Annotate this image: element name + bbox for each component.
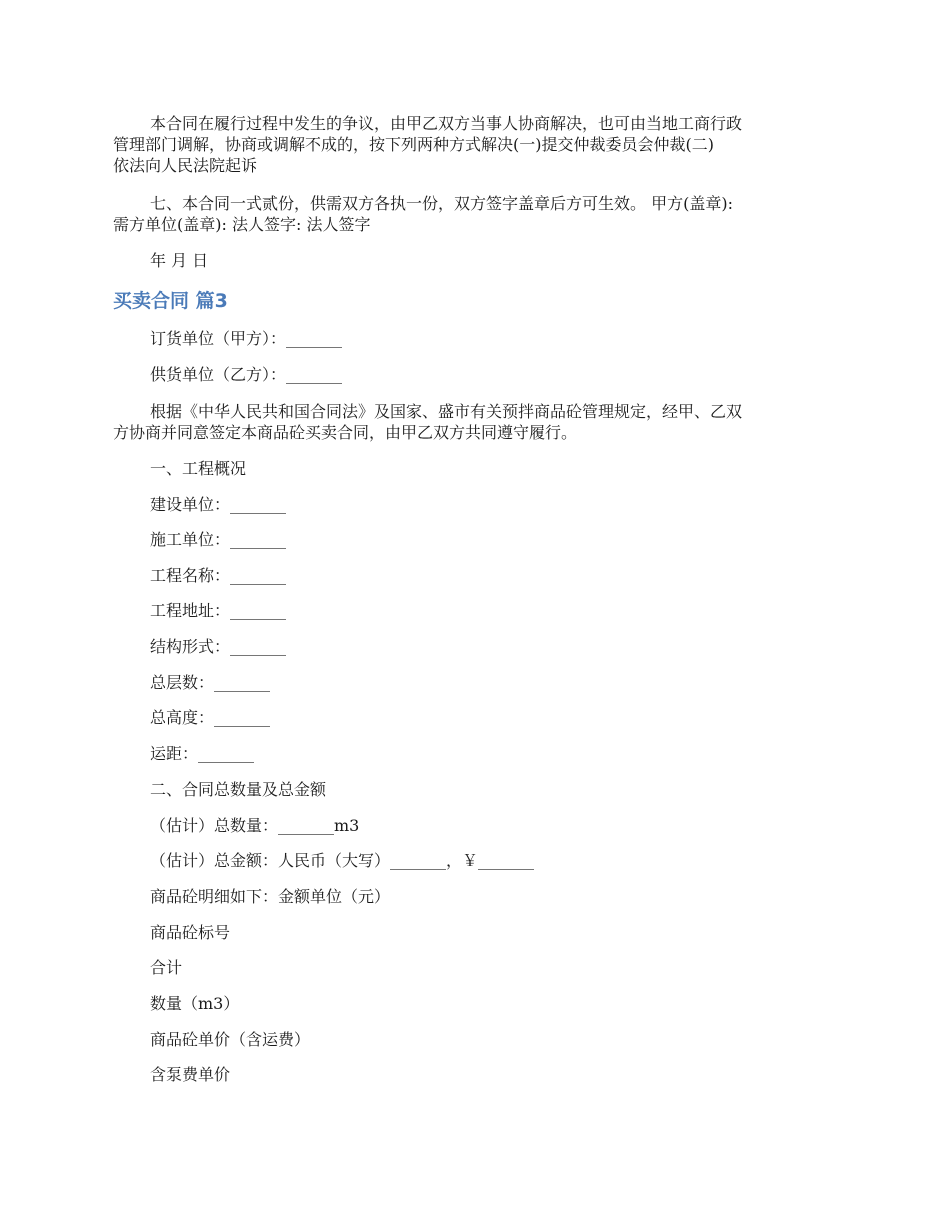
- copies-line-1: 七、本合同一式贰份，供需双方各执一份，双方签字盖章后方可生效。 甲方(盖章):: [150, 194, 733, 213]
- basis-line-1: 根据《中华人民共和国合同法》及国家、盛市有关预拌商品砼管理规定，经甲、乙双: [150, 402, 743, 421]
- quantity-amount-title: 二、合同总数量及总金额: [150, 780, 327, 799]
- dispute-line-1: 本合同在履行过程中发生的争议，由甲乙双方当事人协商解决，也可由当地工商行政: [150, 114, 743, 133]
- section-heading: 买卖合同 篇3: [113, 290, 228, 312]
- ordering-unit-line: 订货单位（甲方）：_______: [150, 329, 343, 348]
- dispute-line-2: 管理部门调解，协商或调解不成的，按下列两种方式解决(一)提交仲裁委员会仲裁(二): [113, 135, 714, 154]
- date-line: 年 月 日: [150, 251, 209, 270]
- copies-paragraph: [113, 193, 841, 235]
- basis-line-2: 方协商并同意签定本商品砼买卖合同，由甲乙双方共同遵守履行。: [113, 423, 578, 442]
- estimated-quantity-line: （估计）总数量：_______m3: [150, 816, 360, 835]
- copies-line-2: 需方单位(盖章): 法人签字: 法人签字: [113, 215, 371, 234]
- structure-form-line: 结构形式：_______: [150, 637, 287, 656]
- column-unit-price-label: 商品砼单价（含运费）: [150, 1030, 311, 1049]
- project-name-line: 工程名称：_______: [150, 566, 287, 585]
- builder-unit-line: 施工单位：_______: [150, 530, 287, 549]
- column-total-label: 合计: [150, 958, 183, 977]
- column-pump-price-label: 含泵费单价: [150, 1065, 231, 1084]
- total-floors-line: 总层数：_______: [150, 673, 271, 692]
- total-height-line: 总高度：_______: [150, 708, 271, 727]
- construction-unit-line: 建设单位：_______: [150, 495, 287, 514]
- basis-paragraph: [113, 401, 841, 443]
- column-grade-label: 商品砼标号: [150, 923, 231, 942]
- dispute-paragraph: [113, 113, 841, 176]
- haul-distance-line: 运距：_______: [150, 744, 255, 763]
- detail-intro-line: 商品砼明细如下：金额单位（元）: [150, 887, 391, 906]
- column-quantity-label: 数量（m3）: [150, 994, 240, 1013]
- dispute-line-3: 依法向人民法院起诉: [113, 156, 258, 175]
- project-overview-title: 一、工程概况: [150, 459, 247, 478]
- supplying-unit-line: 供货单位（乙方）：_______: [150, 365, 343, 384]
- estimated-amount-line: （估计）总金额：人民币（大写）_______，￥_______: [150, 851, 535, 870]
- project-address-line: 工程地址：_______: [150, 601, 287, 620]
